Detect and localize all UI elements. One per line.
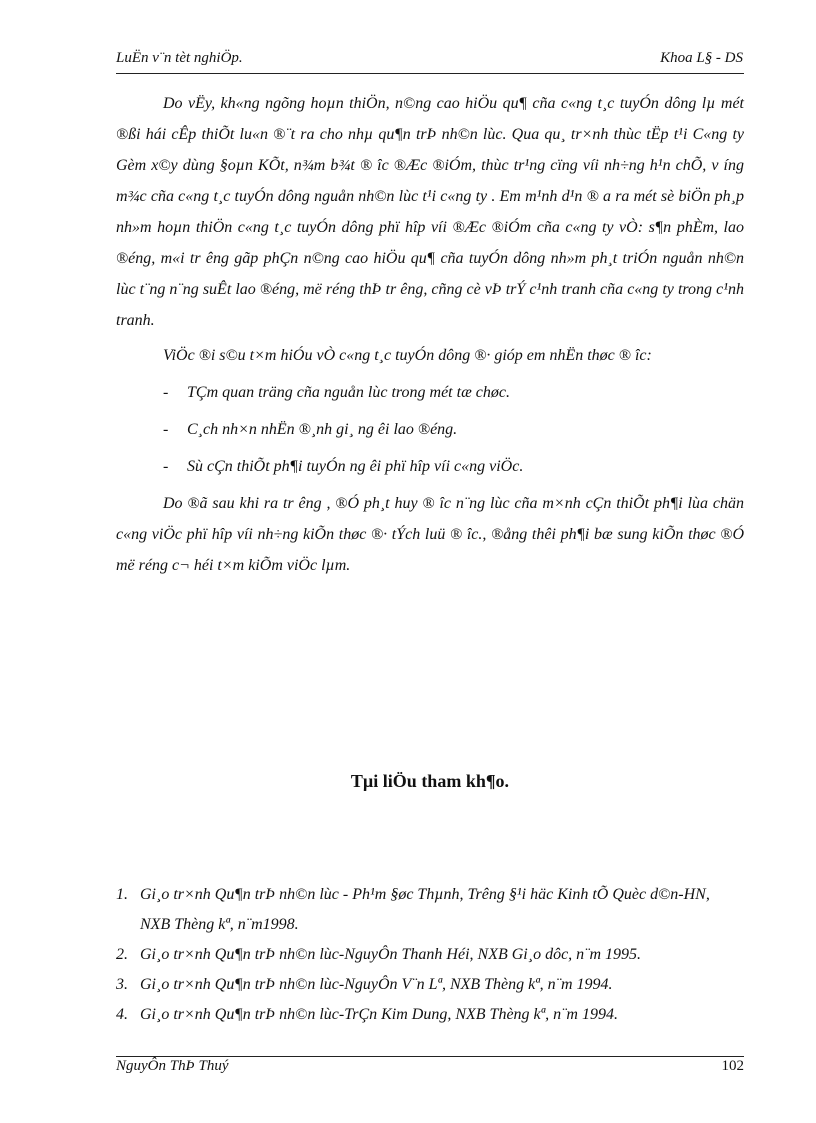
reference-text: Gi¸o tr×nh Qu¶n trÞ nh©n lùc - Ph¹m §øc Thµnh, Trêng §¹i häc Kinh tÕ Quèc d©n-HN, NXB Thèng kª, n¨m1998. <box>140 886 710 933</box>
footer-divider <box>116 1056 744 1057</box>
conclusion-paragraph-1: Do vËy, kh«ng ngõng hoµn thiÖn, n©ng cao hiÖu qu¶ cña c«ng t¸c tuyÓn dông lµ mét ®ßi hái cÊp thiÕt lu«n ®¨t ra cho nhµ qu¶n trÞ nh©n lùc. Qua qu¸ tr×nh thùc tËp t¹i C«ng ty Gèm x©y dùng §oµn KÕt, n¾m b¾t ® îc ®Æc ®iÓm, thùc tr¹ng cïng víi nh÷ng h¹n chÕ, v íng m¾c cña c«ng t¸c tuyÓn dông nguån nh©n lùc t¹i c«ng ty . Em m¹nh d¹n ® a ra mét sè biÖn ph¸p nh»m hoµn thiÖn c«ng t¸c tuyÓn dông phï hîp víi ®Æc ®iÓm cña c«ng ty vÒ: s¶n phÈm, lao ®éng, m«i tr êng gãp phÇn n©ng cao hiÖu qu¶ cña tuyÓn dông nh»m ph¸t triÓn nguån nh©n lùc t¨ng n¨ng suÊt lao ®éng, më réng thÞ tr êng, cñng cè vÞ trÝ c¹nh tranh cña c«ng ty trong c¹nh tranh. <box>116 95 744 329</box>
conclusion-paragraph-2: ViÖc ®i s©u t×m hiÓu vÒ c«ng t¸c tuyÓn dông ®· gióp em nhËn thøc ® îc: <box>163 347 652 364</box>
reference-text: Gi¸o tr×nh Qu¶n trÞ nh©n lùc-NguyÔn V¨n Lª, NXB Thèng kª, n¨m 1994. <box>140 976 613 993</box>
bullet-dash: - <box>163 421 169 438</box>
header-divider <box>116 73 744 74</box>
page-header <box>116 50 743 72</box>
lesson-text: Sù cÇn thiÕt ph¶i tuyÓn ng êi phï hîp víi c«ng viÖc. <box>187 458 524 475</box>
references-list <box>116 880 744 1030</box>
reference-item <box>116 940 744 970</box>
header-thesis-label: LuËn v¨n tèt nghiÖp. <box>116 50 243 66</box>
references-title: Tµi liÖu tham kh¶o. <box>350 771 510 791</box>
reference-text: Gi¸o tr×nh Qu¶n trÞ nh©n lùc-NguyÔn Thanh Héi, NXB Gi¸o dôc, n¨m 1995. <box>140 946 642 963</box>
lessons-list <box>116 374 744 485</box>
lesson-item <box>116 448 744 485</box>
reference-number: 1. <box>116 886 128 903</box>
header-department-label: Khoa L§ - DS <box>660 50 743 66</box>
reference-item <box>116 970 744 1000</box>
closing-paragraph: Do ®ã sau khi ra tr êng , ®Ó ph¸t huy ® îc n¨ng lùc cña m×nh cÇn thiÕt ph¶i lùa chän c«ng viÖc phï hîp víi nh÷ng kiÕn thøc ®· tÝch luü ® îc., ®ång thêi ph¶i bæ sung kiÕn thøc ®Ó më réng c¬ héi t×m kiÕm viÖc lµm. <box>116 495 744 574</box>
reference-text: Gi¸o tr×nh Qu¶n trÞ nh©n lùc-TrÇn Kim Dung, NXB Thèng kª, n¨m 1994. <box>140 1006 618 1023</box>
bullet-dash: - <box>163 384 169 401</box>
reference-number: 2. <box>116 946 128 963</box>
reference-item <box>116 880 744 940</box>
reference-number: 3. <box>116 976 128 993</box>
reference-item <box>116 1000 744 1030</box>
page-footer <box>116 1058 744 1080</box>
bullet-dash: - <box>163 458 169 475</box>
lesson-text: TÇm quan träng cña nguån lùc trong mét tæ chøc. <box>187 384 510 401</box>
lesson-item <box>116 374 744 411</box>
lesson-text: C¸ch nh×n nhËn ®¸nh gi¸ ng êi lao ®éng. <box>187 421 458 438</box>
footer-author: NguyÔn ThÞ Thuý <box>116 1058 229 1074</box>
reference-number: 4. <box>116 1006 128 1023</box>
conclusion-section <box>116 88 744 581</box>
page-number: 102 <box>721 1058 744 1074</box>
lesson-item <box>116 411 744 448</box>
